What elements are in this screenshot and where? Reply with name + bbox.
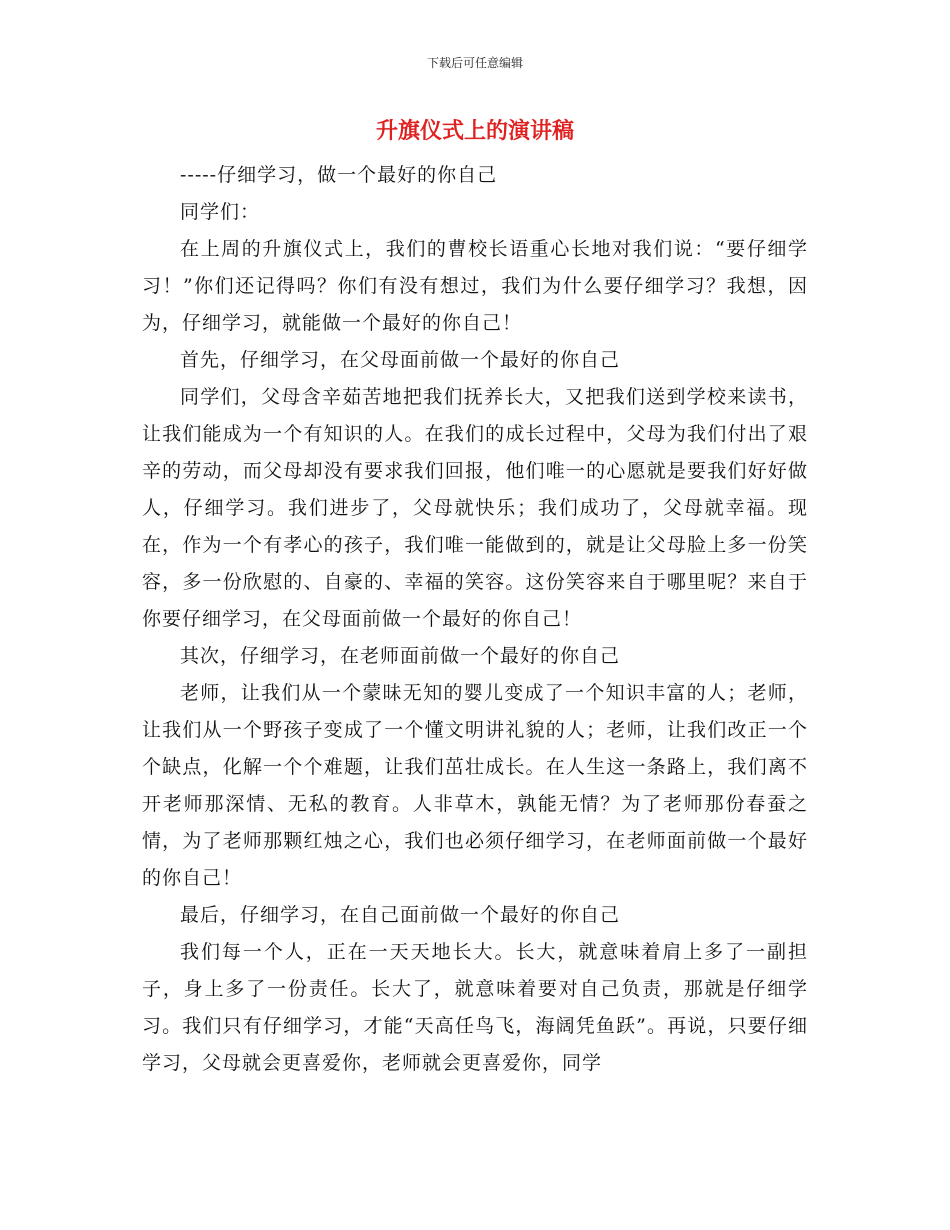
document-title: 升旗仪式上的演讲稿 [375, 118, 574, 144]
salutation: 同学们： [180, 201, 261, 223]
subtitle-line: -----仔细学习，做一个最好的你自己 [180, 164, 498, 186]
paragraph-intro: 在上周的升旗仪式上，我们的曹校长语重心长地对我们说：“要仔细学习！”你们还记得吗？你们有没有想过，我们为什么要仔细学习？我想，因为，仔细学习，就能做一个最好的你自己！ [142, 238, 808, 334]
section-heading-parents: 首先，仔细学习，在父母面前做一个最好的你自己 [180, 349, 621, 371]
paragraph-teachers: 老师，让我们从一个蒙昧无知的婴儿变成了一个知识丰富的人；老师，让我们从一个野孩子变成了一个懂文明讲礼貌的人；老师，让我们改正一个个缺点，化解一个个难题，让我们茁壮成长。在人生这一条路上，我们离不开老师那深情、无私的教育。人非草木，孰能无情？为了老师那份春蚕之情，为了老师那颗红烛之心，我们也必须仔细学习，在老师面前做一个最好的你自己！ [142, 682, 808, 889]
paragraph-self: 我们每一个人，正在一天天地长大。长大，就意味着肩上多了一副担子，身上多了一份责任。长大了，就意味着要对自己负责，那就是仔细学习。我们只有仔细学习，才能“天高任鸟飞，海阔凭鱼跃”。再说，只要仔细学习，父母就会更喜爱你，老师就会更喜爱你，同学 [142, 941, 808, 1074]
document-body [142, 157, 808, 1082]
section-heading-self: 最后，仔细学习，在自己面前做一个最好的你自己 [180, 904, 621, 926]
header-note: 下载后可任意编辑 [426, 56, 523, 70]
section-heading-teachers: 其次，仔细学习，在老师面前做一个最好的你自己 [180, 645, 621, 667]
paragraph-parents: 同学们，父母含辛茹苦地把我们抚养长大，又把我们送到学校来读书，让我们能成为一个有知识的人。在我们的成长过程中，父母为我们付出了艰辛的劳动，而父母却没有要求我们回报，他们唯一的心愿就是要我们好好做人，仔细学习。我们进步了，父母就快乐；我们成功了，父母就幸福。现在，作为一个有孝心的孩子，我们唯一能做到的，就是让父母脸上多一份笑容，多一份欣慰的、自豪的、幸福的笑容。这份笑容来自于哪里呢？来自于你要仔细学习，在父母面前做一个最好的你自己！ [142, 386, 808, 630]
